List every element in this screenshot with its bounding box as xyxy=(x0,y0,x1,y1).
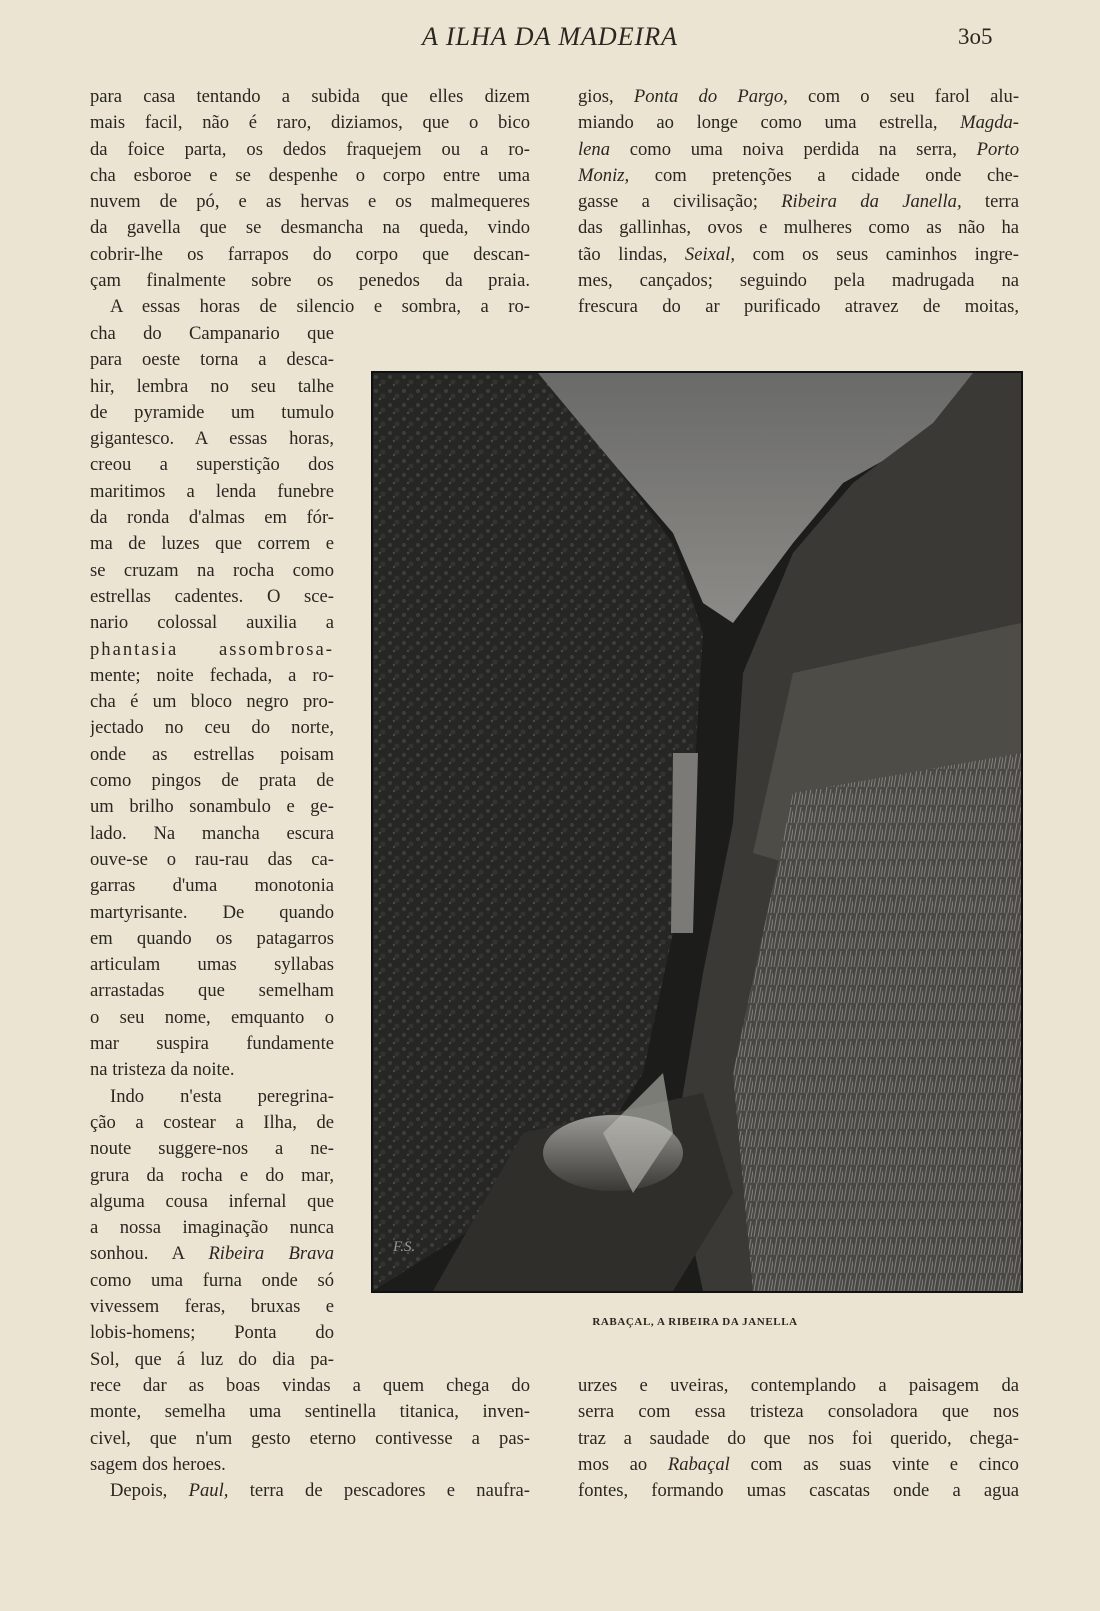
text-line: cha esboroe e se despenhe o corpo entre uma xyxy=(90,164,530,186)
text-line: o seu nome, emquanto o xyxy=(90,1006,334,1028)
text-line: articulam umas syllabas xyxy=(90,954,334,976)
text-line xyxy=(90,1241,334,1267)
text-line: cobrir-lhe os farrapos do corpo que descan- xyxy=(90,243,530,265)
text-line xyxy=(578,137,1019,163)
text-line: grura da rocha e do mar, xyxy=(90,1164,334,1186)
italic-place-name: Ponta do Pargo, xyxy=(633,86,788,107)
text-line: onde as estrellas poisam xyxy=(90,743,334,765)
text-line: hir, lembra no seu talhe xyxy=(90,375,334,397)
text-fragment: gios, xyxy=(578,86,614,107)
text-fragment: com pretenções a cidade onde che- xyxy=(654,164,1019,186)
text-line: phantasia assombrosa- xyxy=(90,638,334,660)
text-fragment: como uma noiva perdida na serra, xyxy=(629,138,957,160)
text-line: serra com essa tristeza consoladora que nos xyxy=(578,1401,1019,1423)
left-column-narrow xyxy=(90,321,334,1373)
text-line xyxy=(578,242,1019,268)
text-fragment: Depois, xyxy=(110,1480,168,1502)
text-line: garras d'uma monotonia xyxy=(90,875,334,897)
text-line: para oeste torna a desca- xyxy=(90,349,334,371)
text-line xyxy=(578,84,1019,110)
italic-place-name: Porto xyxy=(976,138,1019,160)
photographer-signature: F.S. xyxy=(393,1239,416,1255)
ravine-illustration xyxy=(373,373,1021,1291)
text-line: cha do Campanario que xyxy=(90,323,334,344)
text-line: sagem dos heroes. xyxy=(90,1453,226,1475)
text-line: de pyramide um tumulo xyxy=(90,401,334,423)
text-line: maritimos a lenda funebre xyxy=(90,480,334,502)
text-line: da foice parta, os dedos fraquejem ou a ro- xyxy=(90,138,530,160)
text-line: se cruzam na rocha como xyxy=(90,559,334,581)
text-fragment: com o seu farol alu- xyxy=(808,86,1019,107)
text-line: ção a costear a Ilha, de xyxy=(90,1111,334,1133)
text-fragment: miando ao longe como uma estrella, xyxy=(578,112,938,134)
text-fragment: terra de pescadores e naufra- xyxy=(249,1480,530,1502)
text-line: fontes, formando umas cascatas onde a agua xyxy=(578,1480,1019,1502)
text-line: alguma cousa infernal que xyxy=(90,1190,334,1212)
right-column-top xyxy=(578,84,1019,321)
text-line: a nossa imaginação nunca xyxy=(90,1217,334,1239)
text-line: monte, semelha uma sentinella titanica, inven- xyxy=(90,1401,530,1423)
text-line: creou a superstição dos xyxy=(90,454,334,476)
text-line: da gavella que se desmancha na queda, vindo xyxy=(90,217,530,239)
text-line xyxy=(578,189,1019,215)
text-line: como uma furna onde só xyxy=(90,1269,334,1291)
italic-place-name: Paul, xyxy=(188,1480,229,1502)
text-line: Indo n'esta peregrina- xyxy=(110,1085,334,1107)
text-line: um brilho sonambulo e ge- xyxy=(90,796,334,818)
text-line: Sol, que á luz do dia pa- xyxy=(90,1348,334,1370)
text-line: gigantesco. A essas horas, xyxy=(90,428,334,450)
text-line: na tristeza da noite. xyxy=(90,1059,235,1081)
text-line: estrellas cadentes. O sce- xyxy=(90,585,334,607)
left-column-bottom xyxy=(90,1373,530,1504)
text-line: em quando os patagarros xyxy=(90,927,334,949)
text-line: rece dar as boas vindas a quem chega do xyxy=(90,1375,530,1396)
text-line: mais facil, não é raro, diziamos, que o bico xyxy=(90,112,530,134)
text-fragment: tão lindas, xyxy=(578,243,668,265)
text-line: ma de luzes que correm e xyxy=(90,533,334,555)
text-line: urzes e uveiras, contemplando a paisagem da xyxy=(578,1375,1019,1396)
text-line: arrastadas que semelham xyxy=(90,980,334,1002)
text-line: noute suggere-nos a ne- xyxy=(90,1138,334,1160)
text-line: nuvem de pó, e as hervas e os malmequeres xyxy=(90,191,530,213)
text-line: frescura do ar purificado atravez de moitas, xyxy=(578,296,1019,318)
text-line: da ronda d'almas em fór- xyxy=(90,507,334,529)
text-line xyxy=(578,110,1019,136)
text-line: traz a saudade do que nos foi querido, chega- xyxy=(578,1427,1019,1449)
rabacal-photograph xyxy=(371,371,1023,1293)
text-line: como pingos de prata de xyxy=(90,770,334,792)
text-line: ouve-se o rau-rau das ca- xyxy=(90,848,334,870)
text-fragment: com as suas vinte e cinco xyxy=(750,1453,1019,1475)
text-line: civel, que n'um gesto eterno contivesse a pas- xyxy=(90,1427,530,1449)
text-line: para casa tentando a subida que elles dizem xyxy=(90,86,530,107)
italic-place-name: lena xyxy=(578,138,611,160)
text-line: mar suspira fundamente xyxy=(90,1033,334,1055)
right-column-bottom xyxy=(578,1373,1019,1504)
italic-place-name: Ribeira da Janella, xyxy=(781,191,962,213)
text-line: martyrisante. De quando xyxy=(90,901,334,923)
text-fragment: gasse a civilisação; xyxy=(578,191,758,213)
page-number: 3o5 xyxy=(958,24,993,49)
text-line: A essas horas de silencio e sombra, a ro- xyxy=(110,296,530,318)
figure-caption: RABAÇAL, A RIBEIRA DA JANELLA xyxy=(592,1316,798,1328)
text-line xyxy=(578,163,1019,189)
text-fragment: mos ao xyxy=(578,1453,648,1475)
text-line xyxy=(578,1452,1019,1478)
text-line: mente; noite fechada, a ro- xyxy=(90,664,334,686)
italic-place-name: Seixal, xyxy=(684,243,735,265)
text-line: mes, cançados; seguindo pela madrugada na xyxy=(578,270,1019,292)
text-line: das gallinhas, ovos e mulheres como as não ha xyxy=(578,217,1019,239)
text-line: lobis-homens; Ponta do xyxy=(90,1322,334,1344)
text-fragment: sonhou. A xyxy=(90,1243,185,1265)
italic-place-name: Ribeira Brava xyxy=(208,1243,334,1265)
text-line: cha é um bloco negro pro- xyxy=(90,691,334,713)
text-line xyxy=(90,1478,530,1504)
italic-place-name: Rabaçal xyxy=(667,1453,730,1475)
text-fragment: terra xyxy=(984,191,1019,213)
text-line: vivessem feras, bruxas e xyxy=(90,1295,334,1317)
running-head-title: A ILHA DA MADEIRA xyxy=(421,22,679,51)
text-line: jectado no ceu do norte, xyxy=(90,717,334,739)
left-column-top xyxy=(90,84,530,321)
italic-place-name: Magda- xyxy=(960,112,1019,134)
text-line: nario colossal auxilia a xyxy=(90,612,334,634)
italic-place-name: Moniz, xyxy=(578,164,630,186)
text-line: lado. Na mancha escura xyxy=(90,822,334,844)
text-fragment: com os seus caminhos ingre- xyxy=(752,243,1019,265)
text-line: çam finalmente sobre os penedos da praia. xyxy=(90,270,530,292)
